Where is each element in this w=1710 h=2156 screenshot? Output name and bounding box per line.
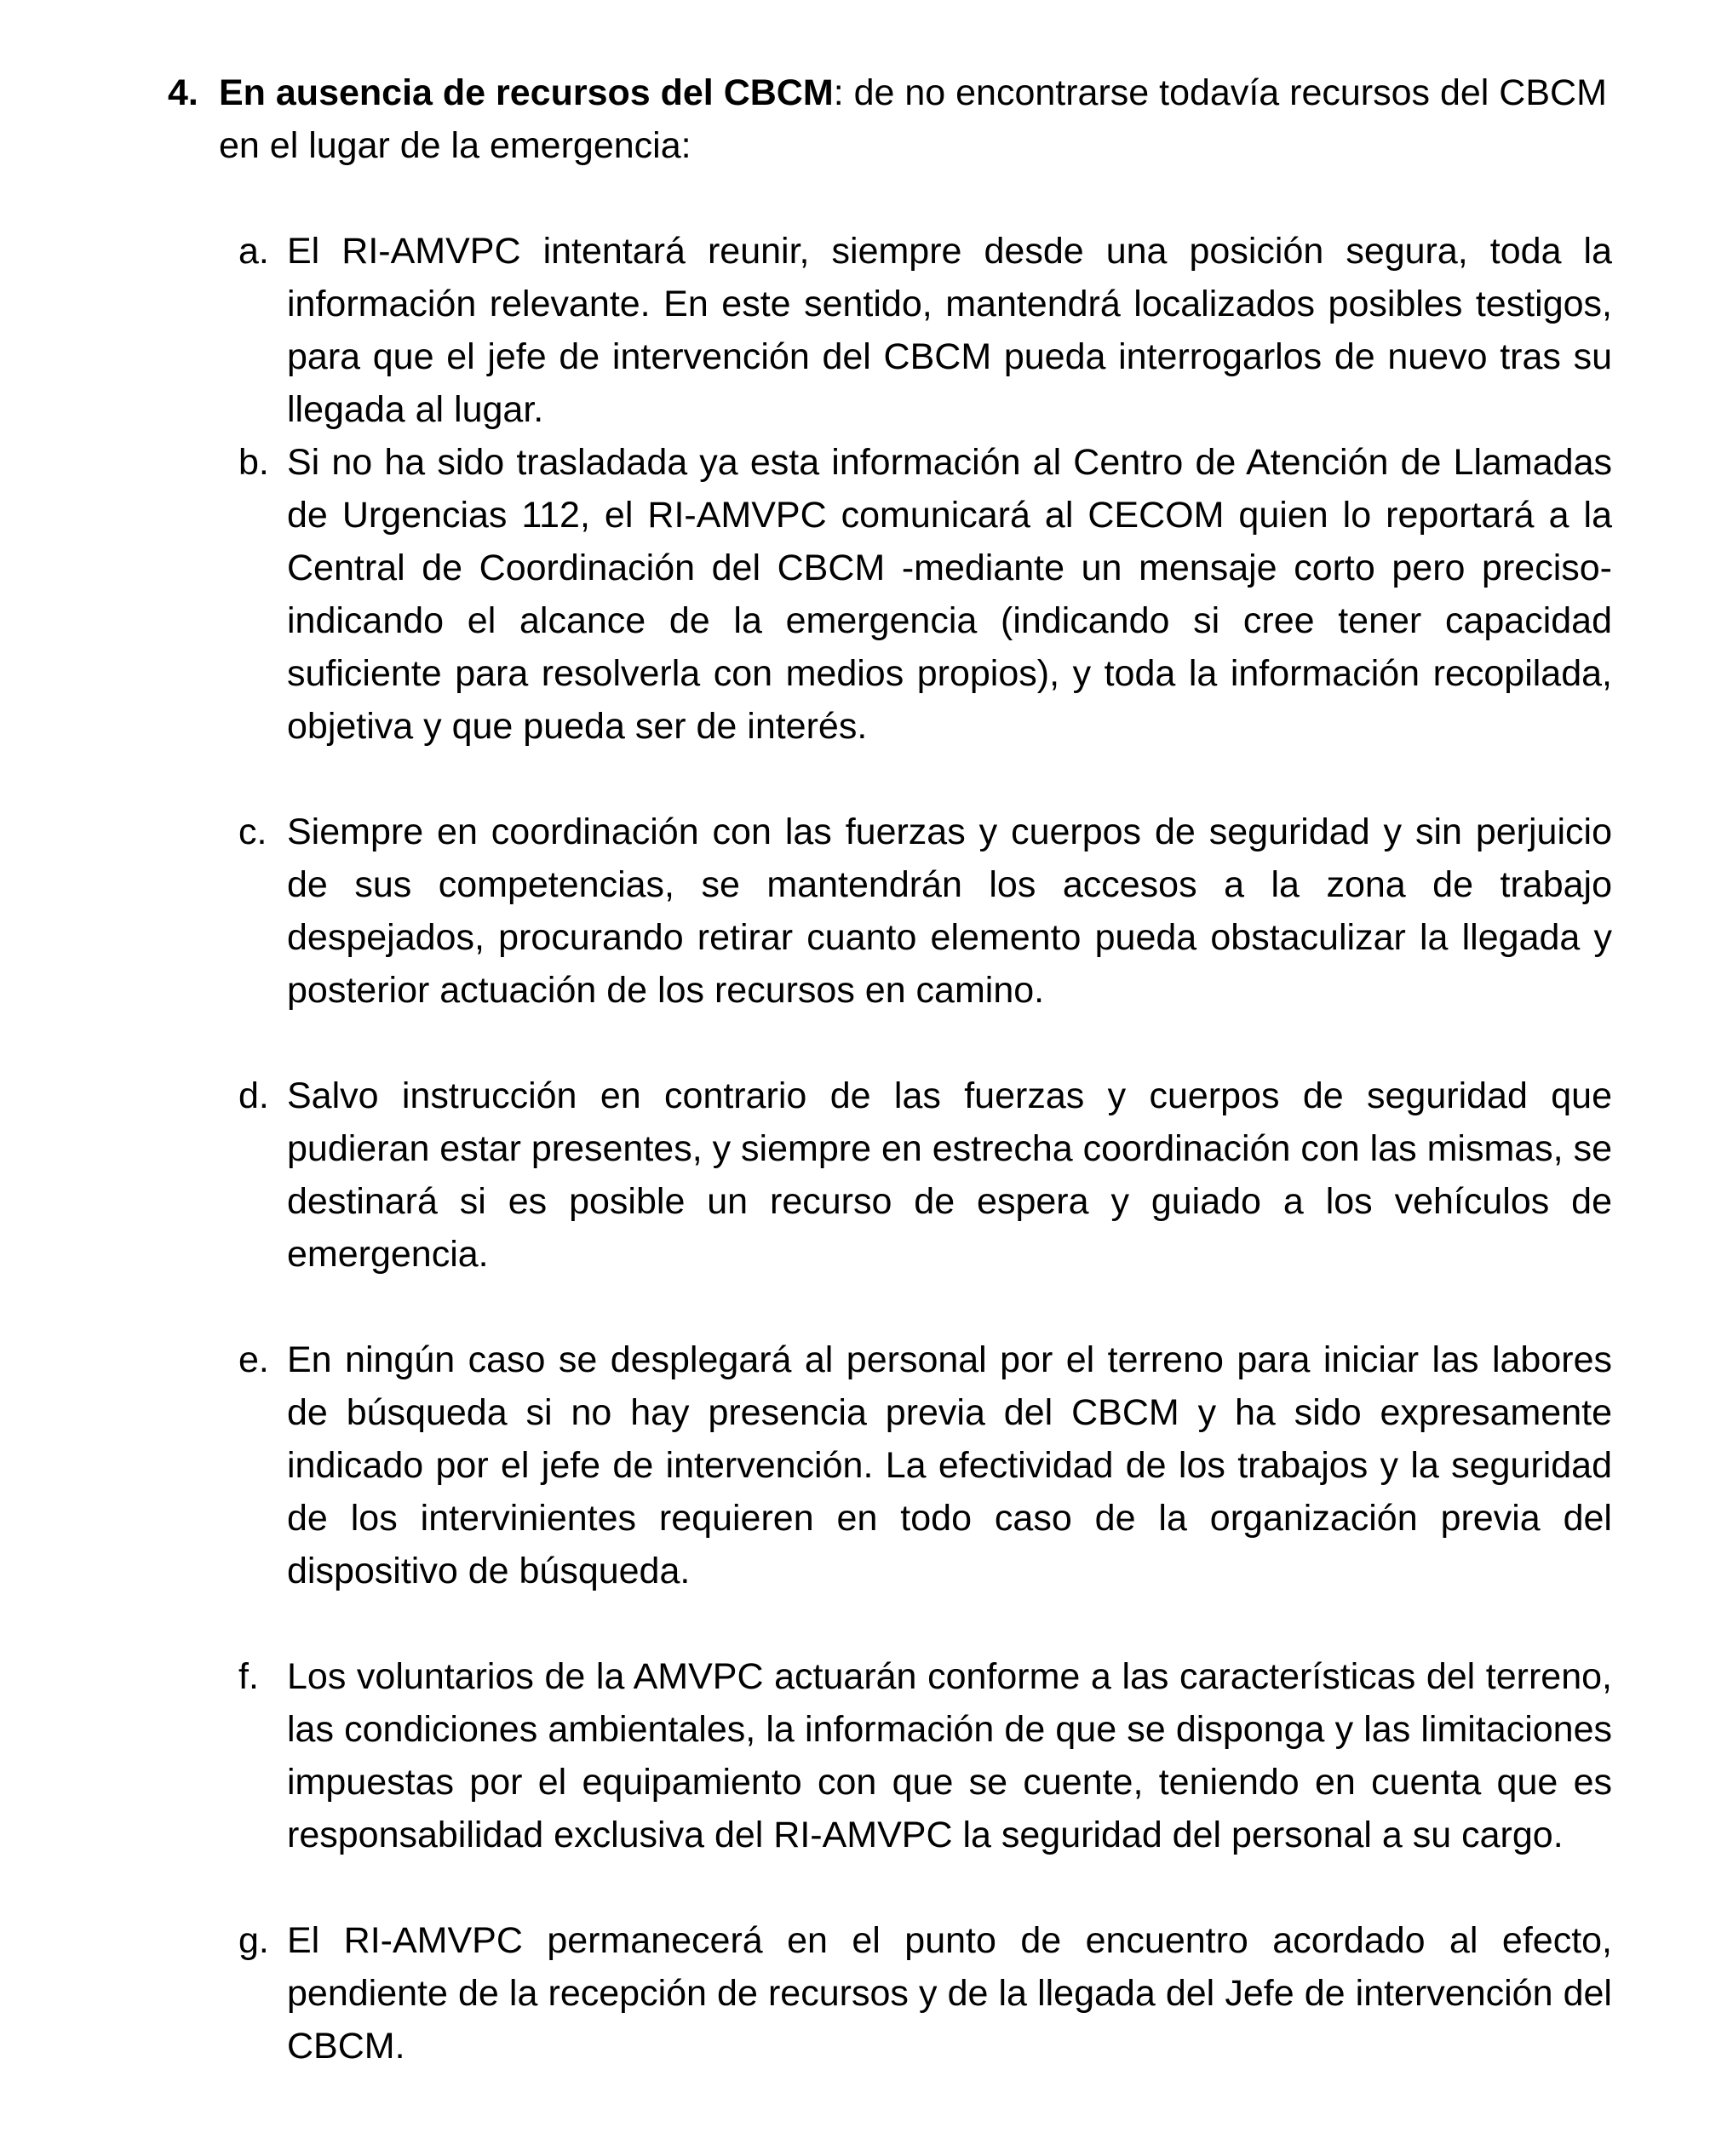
list-item-marker: g.: [238, 1920, 269, 1961]
list-item-text: Los voluntarios de la AMVPC actuarán conforme a las características del terreno, las condiciones ambientales, la información de que se disponga y las limitaciones impuestas por el equipamiento con que se cuente, teniendo en cuenta que es responsabilidad exclusiva del RI-AMVPC la seguridad del personal a su cargo.: [287, 1656, 1612, 1855]
list-item-text: En ningún caso se desplegará al personal por el terreno para iniciar las labores de búsqueda si no hay presencia previa del CBCM y ha sido expresamente indicado por el jefe de intervención. La efectividad de los trabajos y la seguridad de los intervinientes requieren en todo caso de la organización previa del dispositivo de búsqueda.: [287, 1339, 1612, 1591]
list-item-text: El RI-AMVPC intentará reunir, siempre desde una posición segura, toda la información relevante. En este sentido, mantendrá localizados posibles testigos, para que el jefe de intervención del CBCM pueda interrogarlos de nuevo tras su llegada al lugar.: [287, 231, 1612, 430]
list-item-a: [238, 225, 1612, 436]
list-item-text: Si no ha sido trasladada ya esta información al Centro de Atención de Llamadas de Urgencias 112, el RI-AMVPC comunicará al CECOM quien lo reportará a la Central de Coordinación del CBCM -mediante un mensaje corto pero preciso- indicando el alcance de la emergencia (indicando si cree tener capacidad suficiente para resolverla con medios propios), y toda la información recopilada, objetiva y que pueda ser de interés.: [287, 442, 1612, 747]
list-item-b: [238, 436, 1612, 753]
section-number: 4.: [168, 72, 198, 113]
section-title-rest: : de no encontrarse todavía recursos del CBCM en el lugar de la emergencia:: [219, 72, 1607, 166]
list-item-f: [238, 1650, 1612, 1861]
section-heading: [168, 66, 1612, 172]
sub-item-list: [168, 225, 1612, 2073]
list-item-marker: e.: [238, 1339, 269, 1380]
list-item-text: Siempre en coordinación con las fuerzas y cuerpos de seguridad y sin perjuicio de sus competencias, se mantendrán los accesos a la zona de trabajo despejados, procurando retirar cuanto elemento pueda obstaculizar la llegada y posterior actuación de los recursos en camino.: [287, 811, 1612, 1011]
list-item-g: [238, 1914, 1612, 2073]
list-item-text: Salvo instrucción en contrario de las fuerzas y cuerpos de seguridad que pudieran estar presentes, y siempre en estrecha coordinación con las mismas, se destinará si es posible un recurso de espera y guiado a los vehículos de emergencia.: [287, 1075, 1612, 1275]
section-title: [219, 66, 1612, 172]
list-item-text: El RI-AMVPC permanecerá en el punto de encuentro acordado al efecto, pendiente de la recepción de recursos y de la llegada del Jefe de intervención del CBCM.: [287, 1920, 1612, 2067]
list-item-c: [238, 806, 1612, 1017]
list-item-marker: d.: [238, 1075, 269, 1116]
list-item-marker: c.: [238, 811, 267, 852]
section-title-bold: En ausencia de recursos del CBCM: [219, 72, 834, 113]
list-item-marker: a.: [238, 231, 269, 272]
list-item-e: [238, 1333, 1612, 1597]
list-item-marker: b.: [238, 442, 269, 483]
list-item-d: [238, 1069, 1612, 1281]
list-item-marker: f.: [238, 1656, 259, 1697]
